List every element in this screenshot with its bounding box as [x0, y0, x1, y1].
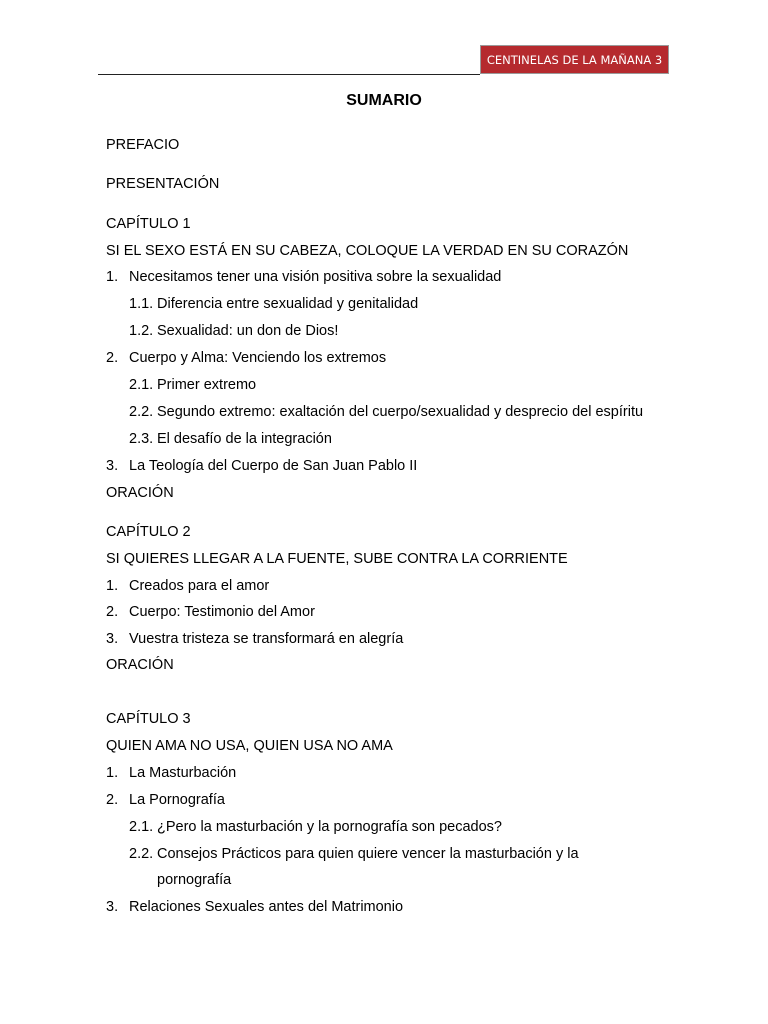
chapter-label: CAPÍTULO 3 — [106, 711, 191, 727]
toc-item-text: La Masturbación — [129, 765, 237, 781]
toc-item-text: Primer extremo — [157, 377, 257, 393]
toc-item-number: 1.1. — [129, 296, 154, 312]
toc-item-text-continuation: pornografía — [157, 872, 232, 888]
toc-item-number: 2.2. — [129, 846, 154, 862]
toc-item-number: 2. — [106, 792, 119, 808]
toc-item-text: El desafío de la integración — [157, 431, 332, 447]
toc-item-text: Segundo extremo: exaltación del cuerpo/sexualidad y desprecio del espíritu — [157, 404, 644, 420]
toc-item-number: 1. — [106, 578, 119, 594]
toc-item-number: 2. — [106, 350, 119, 366]
toc-item-number: 2.3. — [129, 431, 154, 447]
toc-entry-oracion: ORACIÓN — [106, 485, 174, 501]
toc-item-number: 2.1. — [129, 819, 154, 835]
toc-item-text: Consejos Prácticos para quien quiere vencer la masturbación y la — [157, 846, 579, 862]
toc-item-text: Creados para el amor — [129, 578, 270, 594]
chapter-title: SI EL SEXO ESTÁ EN SU CABEZA, COLOQUE LA VERDAD EN SU CORAZÓN — [106, 243, 629, 259]
toc-entry-presentacion: PRESENTACIÓN — [106, 176, 220, 192]
toc-entry-oracion: ORACIÓN — [106, 657, 174, 673]
toc-item-number: 1. — [106, 765, 119, 781]
header-rule — [98, 74, 480, 75]
toc-item-number: 2.2. — [129, 404, 154, 420]
chapter-label: CAPÍTULO 1 — [106, 216, 191, 232]
toc-item-text: Sexualidad: un don de Dios! — [157, 323, 339, 339]
toc-entry-prefacio: PREFACIO — [106, 137, 180, 153]
toc-item-text: Necesitamos tener una visión positiva sobre la sexualidad — [129, 269, 502, 285]
toc-item-text: La Teología del Cuerpo de San Juan Pablo II — [129, 458, 418, 474]
toc-item-text: Vuestra tristeza se transformará en alegría — [129, 631, 404, 647]
toc-item-text: Relaciones Sexuales antes del Matrimonio — [129, 899, 404, 915]
toc-item-number: 1. — [106, 269, 119, 285]
toc-item-number: 3. — [106, 458, 119, 474]
chapter-label: CAPÍTULO 2 — [106, 524, 191, 540]
toc-item-number: 1.2. — [129, 323, 154, 339]
toc-item-text: Cuerpo y Alma: Venciendo los extremos — [129, 350, 387, 366]
toc-item-text: La Pornografía — [129, 792, 225, 808]
toc-item-number: 3. — [106, 899, 119, 915]
toc-item-number: 2.1. — [129, 377, 154, 393]
chapter-title: QUIEN AMA NO USA, QUIEN USA NO AMA — [106, 738, 393, 754]
toc-item-number: 3. — [106, 631, 119, 647]
toc-item-text: ¿Pero la masturbación y la pornografía son pecados? — [157, 819, 502, 835]
header-badge: CENTINELAS DE LA MAÑANA 3 — [480, 45, 669, 74]
chapter-title: SI QUIERES LLEGAR A LA FUENTE, SUBE CONTRA LA CORRIENTE — [106, 551, 568, 567]
toc-item-text: Diferencia entre sexualidad y genitalidad — [157, 296, 419, 312]
page-title: SUMARIO — [346, 92, 422, 109]
toc-item-number: 2. — [106, 604, 119, 620]
toc-item-text: Cuerpo: Testimonio del Amor — [129, 604, 315, 620]
